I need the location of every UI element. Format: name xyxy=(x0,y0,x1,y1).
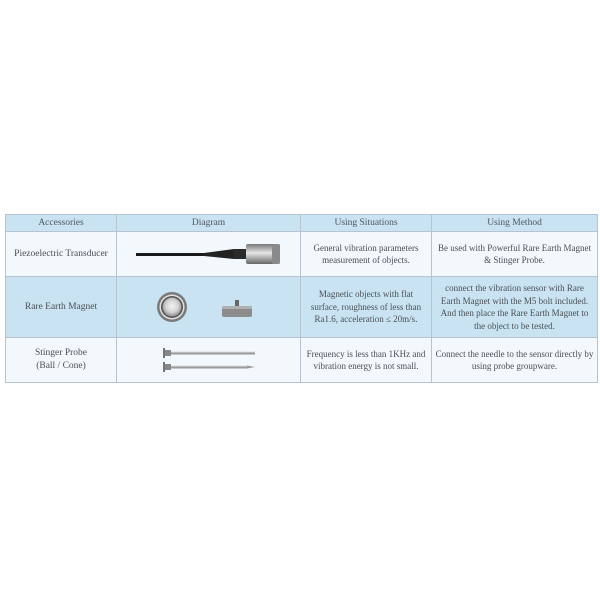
header-accessories: Accessories xyxy=(6,215,117,232)
table-row xyxy=(6,277,598,338)
stinger-probe-icon xyxy=(159,343,259,377)
using-method: Be used with Powerful Rare Earth Magnet & Stinger Probe. xyxy=(432,232,598,277)
accessory-name-main: Stinger Probe xyxy=(35,348,87,358)
table-row xyxy=(6,232,598,277)
diagram-cell xyxy=(117,232,301,277)
header-using-method: Using Method xyxy=(432,215,598,232)
accessory-name: Piezoelectric Transducer xyxy=(6,232,117,277)
rare-earth-magnet-icon xyxy=(154,289,264,325)
accessories-table xyxy=(5,214,598,383)
header-diagram: Diagram xyxy=(117,215,301,232)
header-using-situations: Using Situations xyxy=(301,215,432,232)
using-method: Connect the needle to the sensor directly by using probe groupware. xyxy=(432,338,598,383)
using-situation: Frequency is less than 1KHz and vibration energy is not small. xyxy=(301,338,432,383)
using-situation: General vibration parameters measurement of objects. xyxy=(301,232,432,277)
diagram-cell xyxy=(117,277,301,338)
accessory-name-sub: (Ball / Cone) xyxy=(36,361,86,371)
piezoelectric-transducer-icon xyxy=(134,241,284,267)
using-situation: Magnetic objects with flat surface, roughness of less than Ra1.6, acceleration ≤ 20m/s. xyxy=(301,277,432,338)
using-method: connect the vibration sensor with Rare Earth Magnet with the M5 bolt included. And then place the Rare Earth Magnet to the object to be tested. xyxy=(432,277,598,338)
accessory-name xyxy=(6,338,117,383)
table-row xyxy=(6,338,598,383)
table-header-row xyxy=(6,215,598,232)
diagram-cell xyxy=(117,338,301,383)
accessory-name: Rare Earth Magnet xyxy=(6,277,117,338)
